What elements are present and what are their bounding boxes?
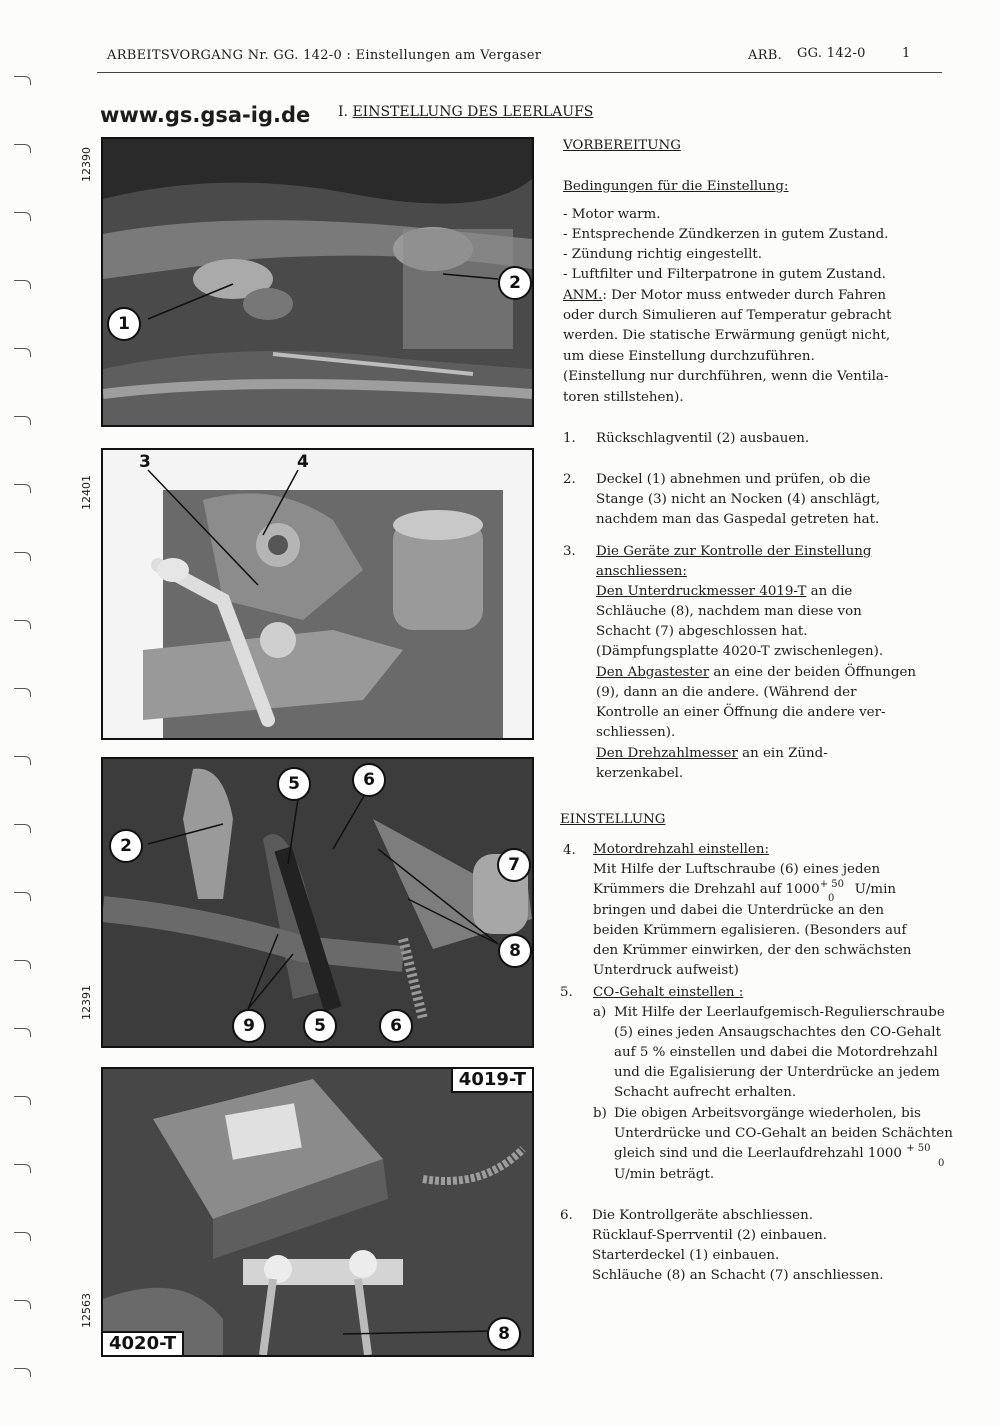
header-rule [97,72,942,73]
note-line: oder durch Simulieren auf Temperatur gebracht [563,308,892,323]
step-6-line: Die Kontrollgeräte abschliessen. [592,1208,813,1223]
callout-8: 8 [498,934,532,968]
condition-item: - Zündung richtig eingestellt. [563,247,762,262]
step-5a-line: Schacht aufrecht erhalten. [614,1085,797,1100]
step-number: 1. [563,431,576,446]
step-3-title: anschliessen: [596,564,687,579]
section-number: I. [338,104,348,120]
tool-label-4020-T: 4020-T [101,1331,184,1357]
note-line: toren stillstehen). [563,390,684,405]
step-5b-rpm-line [614,1144,931,1165]
figure-number: 12391 [80,985,93,1020]
step-5a-line: auf 5 % einstellen und dabei die Motordrehzahl [614,1045,938,1060]
step-5b-line: U/min beträgt. [614,1167,715,1182]
step-4-title: Motordrehzahl einstellen: [593,842,769,857]
step-5a-line: Mit Hilfe der Leerlaufgemisch-Regulierschraube [614,1005,945,1020]
step-5b-line: Unterdrücke und CO-Gehalt an beiden Schächten [614,1126,953,1141]
step-3-line: (9), dann an die andere. (Während der [596,685,857,700]
callout-1: 1 [107,307,141,341]
step-5a-line: (5) eines jeden Ansaugschachtes den CO-Gehalt [614,1025,941,1040]
photo-3-drawing [103,759,532,1046]
callout-7: 7 [497,848,531,882]
step-3-line: Kontrolle an einer Öffnung die andere ver- [596,705,886,720]
step-4-rpm-line [593,879,897,904]
step-3-line: (Dämpfungsplatte 4020-T zwischenlegen). [596,644,884,659]
condition-item: - Motor warm. [563,207,661,222]
note-line [563,286,886,306]
callout-3: 3 [139,452,151,472]
step-5a-line: und die Egalisierung der Unterdrücke an jedem [614,1065,940,1080]
step-3-title: Die Geräte zur Kontrolle der Einstellung [596,544,872,559]
header-code: GG. 142-0 [797,46,866,61]
step-number: 3. [563,544,576,559]
condition-item: - Entsprechende Zündkerzen in gutem Zustand. [563,227,889,242]
sub-step-label: a) [593,1005,607,1020]
step-6-line: Rücklauf-Sperrventil (2) einbauen. [592,1228,828,1243]
step-5b-text: gleich sind und die Leerlaufdrehzahl 1000 [614,1146,902,1161]
figure-number: 12390 [80,147,93,182]
step-6-line: Schläuche (8) an Schacht (7) anschliessen. [592,1268,884,1283]
photo-linkage-cam [101,448,534,740]
exhaust-tester-label: Den Abgastester [596,665,710,680]
callout-5-top: 5 [277,767,311,801]
callout-2: 2 [498,266,532,300]
figure-number: 12563 [80,1293,93,1328]
step-3-text: an eine der beiden Öffnungen [709,665,917,680]
step-3-line: Schacht (7) abgeschlossen hat. [596,624,808,639]
step-4-line: Mit Hilfe der Luftschraube (6) eines jeden [593,862,881,877]
callout-8: 8 [487,1317,521,1351]
step-6-line: Starterdeckel (1) einbauen. [592,1248,780,1263]
photo-gauge-setup [101,1067,534,1357]
step-3-line: Schläuche (8), nachdem man diese von [596,604,862,619]
photo-1-drawing [103,139,532,425]
callout-6-top: 6 [352,763,386,797]
tolerance-plus: + 50 [906,1143,931,1154]
callout-2: 2 [109,829,143,863]
step-4-text: U/min [850,882,897,897]
step-4-line: bringen und dabei die Unterdrücke an den [593,903,884,918]
tool-label-4019-T: 4019-T [451,1067,534,1093]
heading-preparation: VORBEREITUNG [563,138,681,153]
step-4-line: beiden Krümmern egalisieren. (Besonders auf [593,923,907,938]
photo-2-drawing [103,450,532,738]
sub-step-label: b) [593,1106,607,1121]
step-2-line: nachdem man das Gaspedal getreten hat. [596,512,880,527]
callout-4: 4 [297,452,309,472]
vacuum-gauge-label: Den Unterdruckmesser 4019-T [596,584,807,599]
figure-number: 12401 [80,475,93,510]
step-2-line: Stange (3) nicht an Nocken (4) anschlägt, [596,492,881,507]
step-2-line: Deckel (1) abnehmen und prüfen, ob die [596,472,871,487]
step-number: 4. [563,843,576,858]
tolerance-zero: 0 [828,893,835,904]
website-url[interactable]: www.gs.gsa-ig.de [100,103,311,127]
header-page-number: 1 [902,46,911,61]
step-1-text: Rückschlagventil (2) ausbauen. [596,431,810,446]
tolerance-zero: 0 [938,1158,945,1169]
step-5b-line: Die obigen Arbeitsvorgänge wiederholen, bis [614,1106,921,1121]
section-title [338,104,593,120]
header-operation: ARBEITSVORGANG Nr. GG. 142-0 : Einstellungen am Vergaser [107,48,542,63]
step-4-line: den Krümmer einwirken, der den schwächsten [593,943,912,958]
photo-intake-manifolds [101,757,534,1048]
step-3-rpm [596,744,828,764]
step-number: 2. [563,472,576,487]
step-3-vacuum [596,582,852,602]
tolerance-plus: + 50 [819,879,844,890]
step-5-title: CO-Gehalt einstellen : [593,985,744,1000]
step-3-exhaust [596,663,916,683]
note-line: um diese Einstellung durchzuführen. [563,349,815,364]
note-label: ANM. [563,288,603,303]
photo-carburetor-top [101,137,534,427]
callout-5-bottom: 5 [303,1009,337,1043]
photo-4-drawing [103,1069,532,1355]
step-4-text: Krümmers die Drehzahl auf 1000 [593,882,820,897]
conditions-heading: Bedingungen für die Einstellung: [563,179,789,194]
step-4-line: Unterdruck aufweist) [593,963,739,978]
callout-9: 9 [232,1009,266,1043]
step-3-text: an die [806,584,853,599]
note-line: werden. Die statische Erwärmung genügt nicht, [563,328,891,343]
step-number: 5. [560,985,573,1000]
header-arb: ARB. [748,48,783,63]
note-text: : Der Motor muss entweder durch Fahren [602,288,887,303]
note-line: (Einstellung nur durchführen, wenn die Ventila- [563,369,889,384]
section-title-text: EINSTELLUNG DES LEERLAUFS [352,104,594,120]
step-number: 6. [560,1208,573,1223]
heading-adjustment: EINSTELLUNG [560,812,666,827]
step-3-line: schliessen). [596,725,676,740]
tachometer-label: Den Drehzahlmesser [596,746,738,761]
callout-6-bottom: 6 [379,1009,413,1043]
condition-item: - Luftfilter und Filterpatrone in gutem Zustand. [563,267,886,282]
step-3-line: kerzenkabel. [596,766,684,781]
step-3-text: an ein Zünd- [737,746,828,761]
